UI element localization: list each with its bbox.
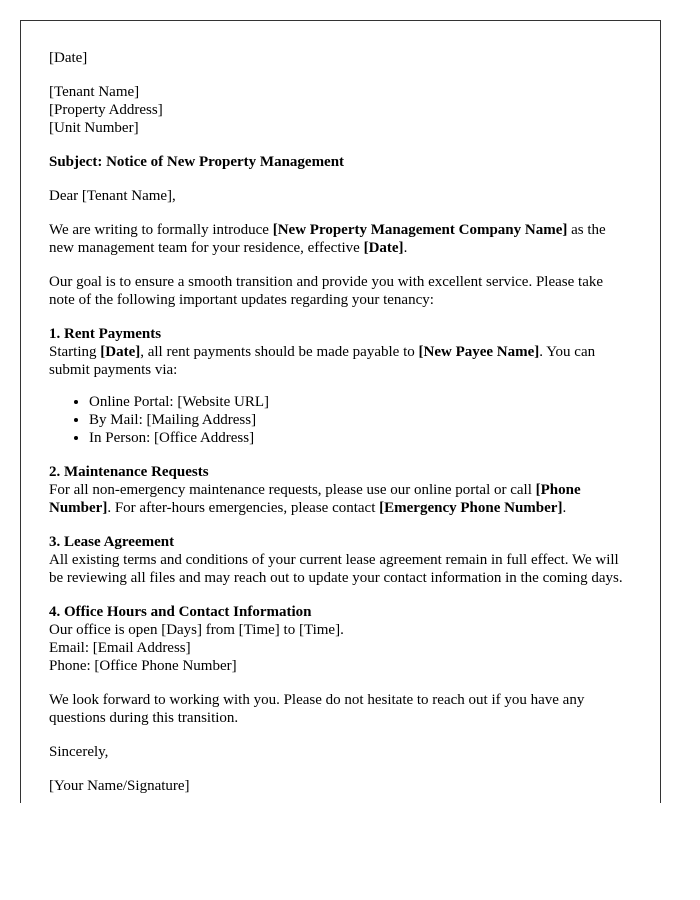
property-address: [Property Address] [49, 102, 163, 118]
signature: [Your Name/Signature] [49, 778, 190, 794]
tenant-name: [Tenant Name] [49, 84, 140, 100]
signoff: Sincerely, [49, 744, 109, 760]
lease-section: 3. Lease Agreement All existing terms and conditions of your current lease agreement remain in full effect. We will be reviewing all files and may reach out to update your contact information in the coming days. [49, 534, 623, 586]
rent-heading: 1. Rent Payments [49, 326, 162, 342]
office-heading: 4. Office Hours and Contact Information [49, 604, 312, 620]
list-item: • In Person: [Office Address] [89, 429, 632, 447]
list-item: • By Mail: [Mailing Address] [89, 411, 632, 429]
maintenance-section: 2. Maintenance Requests For all non-emergency maintenance requests, please use our online portal or call [Phone Number]. For after-hours emergencies, please contact [Emergency Phone Number]. [49, 464, 581, 516]
payment-options-list [49, 393, 632, 447]
letter-page [20, 20, 661, 803]
salutation: Dear [Tenant Name], [49, 188, 176, 204]
maintenance-heading: 2. Maintenance Requests [49, 464, 209, 480]
recipient-block [49, 83, 632, 137]
goal-paragraph: Our goal is to ensure a smooth transition and provide you with excellent service. Please take note of the following important updates regarding your tenancy: [49, 274, 604, 308]
lease-heading: 3. Lease Agreement [49, 534, 175, 550]
rent-section: 1. Rent Payments Starting [Date], all rent payments should be made payable to [New Payee Name]. You can submit payments via: [49, 326, 596, 378]
list-item: • Online Portal: [Website URL] [89, 393, 632, 411]
subject-line: Subject: Notice of New Property Management [49, 154, 345, 170]
unit-number: [Unit Number] [49, 120, 139, 136]
intro-paragraph: We are writing to formally introduce [New Property Management Company Name] as the new management team for your residence, effective [Date]. [49, 222, 606, 256]
closing-paragraph: We look forward to working with you. Please do not hesitate to reach out if you have any questions during this transition. [49, 692, 585, 726]
letter-date: [Date] [49, 50, 88, 66]
office-section: 4. Office Hours and Contact Information Our office is open [Days] from [Time] to [Time]. Email: [Email Address] Phone: [Office Phone Number] [49, 604, 344, 674]
